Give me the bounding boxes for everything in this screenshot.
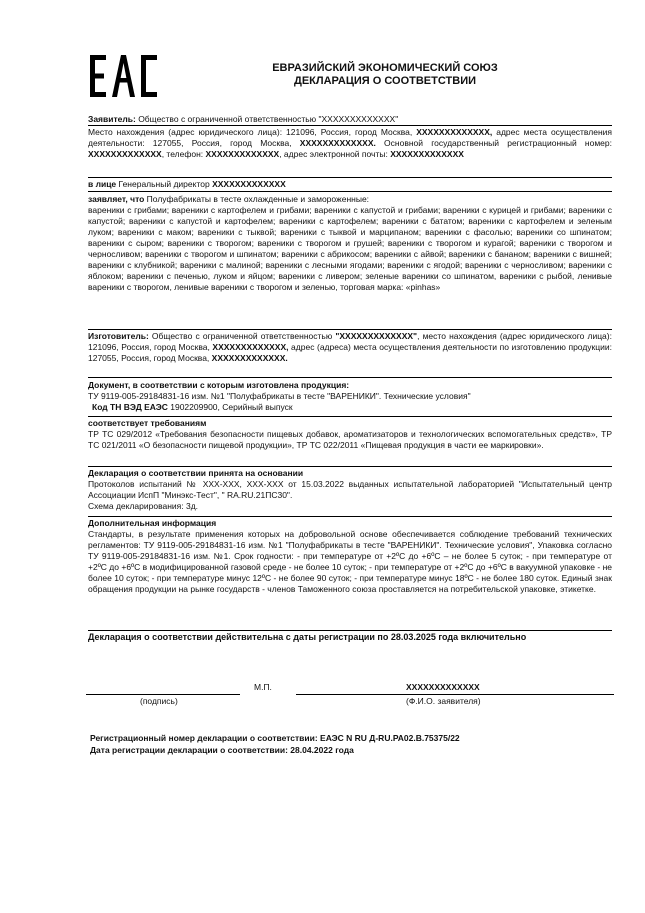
signature-line [86, 694, 240, 695]
manufacturer-label: Изготовитель: [88, 331, 149, 341]
document-text: ТУ 9119-005-29184831-16 изм. №1 "Полуфабрикаты в тесте "ВАРЕНИКИ". Технические условия" [88, 391, 471, 401]
manufacturer-address-text: , место нахождения (адрес юридического лица): 121096, Россия, город Москва, [88, 331, 612, 352]
header-union: ЕВРАЗИЙСКИЙ ЭКОНОМИЧЕСКИЙ СОЮЗ [272, 62, 498, 74]
divider [88, 125, 612, 126]
requirements-label: соответствует требованиям [88, 418, 207, 428]
applicant-phone-value: ХХХХХХХХХХХХХ [205, 149, 280, 159]
applicant-activity-text: адрес места осуществления деятельности: 127055, Россия, город Москва, [88, 127, 612, 148]
eac-mark-icon [90, 55, 158, 97]
divider [88, 329, 612, 330]
applicant-activity-value: ХХХХХХХХХХХХХ. [299, 138, 376, 148]
person-row [88, 179, 612, 190]
name-caption: (Ф.И.О. заявителя) [406, 696, 481, 706]
applicant-email-value: ХХХХХХХХХХХХХ [390, 149, 464, 159]
manufacturer-activity-text: адрес (адреса) места осуществления деятельности по изготовлению продукции: 127055, Россия, город Москва, [88, 342, 612, 363]
person-label: в лице [88, 179, 117, 189]
divider [88, 191, 612, 192]
manufacturer-activity-value: ХХХХХХХХХХХХХ. [211, 353, 288, 363]
additional-block [88, 518, 612, 595]
registration-date: Дата регистрации декларации о соответствии: 28.04.2022 года [90, 745, 354, 755]
applicant-label: Заявитель: [88, 114, 136, 124]
document-header [250, 62, 520, 88]
validity-text: Декларация о соответствии действительна с даты регистрации по 28.03.2025 года включительно [88, 632, 527, 642]
applicant-address-value: ХХХХХХХХХХХХХ, [416, 127, 493, 137]
manufacturer-block [88, 331, 612, 364]
hs-code-value: 1902209900, Серийный выпуск [167, 402, 293, 412]
requirements-text: ТР ТС 029/2012 «Требования безопасности пищевых добавок, ароматизаторов и технологических вспомогательных средств», ТР ТС 021/2011 «О безопасности пищевой продукции», ТР ТС 022/2011 «Пищевая продукция в части ее маркировки». [88, 429, 612, 450]
manufacturer-address-value: ХХХХХХХХХХХХХ, [212, 342, 289, 352]
hs-code-label: Код ТН ВЭД ЕАЭС [92, 402, 168, 412]
person-name: ХХХХХХХХХХХХХ [212, 179, 286, 189]
basis-label: Декларация о соответствии принята на основании [88, 468, 304, 478]
basis-scheme: Схема декларирования: 3д. [88, 501, 199, 511]
applicant-address-text: Место нахождения (адрес юридического лица): 121096, Россия, город Москва, [88, 127, 417, 137]
applicant-value: Общество с ограниченной ответственностью "ХХХХХХХХХХХХХ" [138, 114, 399, 124]
signatory-name: ХХХХХХХХХХХХХ [406, 682, 480, 692]
declares-row [88, 194, 612, 205]
document-block [88, 380, 612, 413]
basis-block [88, 468, 612, 512]
divider [88, 466, 612, 467]
applicant-ogrn-text: Основной государственный регистрационный номер: [375, 138, 612, 148]
applicant-email-text: , адрес электронной почты: [279, 149, 391, 159]
manufacturer-name: "ХХХХХХХХХХХХХ" [335, 331, 418, 341]
manufacturer-text: Общество с ограниченной ответственностью [148, 331, 336, 341]
declares-label: заявляет, что [88, 194, 145, 204]
divider [88, 177, 612, 178]
applicant-ogrn-value: ХХХХХХХХХХХХХ [88, 149, 162, 159]
divider [88, 377, 612, 378]
declares-text: Полуфабрикаты в тесте охлажденные и замороженные: [144, 194, 370, 204]
signature-caption: (подпись) [140, 696, 178, 706]
product-list: вареники с грибами; вареники с картофелем и грибами; вареники с капустой и грибами; вареники с курицей и грибами; вареники с капустой; вареники с капустой и картофелем; вареники с картофелем; вареники с бататом; вареники с картофелем и зеленым луком; вареники с маком; вареники с тыквой; вареники с тыквой и марципаном; вареники с фасолью; вареники со шпинатом; вареники с сыром; вареники с творогом; вареники с творогом и грушей; вареники с творогом и курагой; вареники с творогом и черносливом; вареники с творогом и шпинатом; вареники с абрикосом; вареники с айвой; вареники с бананом; вареники с вишней; вареники с клубникой; вареники с малиной; вареники с лесными ягодами; вареники с ягодой; вареники с черносливом; вареники с яблоком; вареники с печенью, луком и яйцом; вареники с ливером; зеленые вареники со шпинатом, вареники с рыбой, ленивые вареники с творогом, ленивые вареники с творогом и зеленью, торговая марка: «pinhas» [88, 205, 612, 292]
person-position: Генеральный директор [116, 179, 213, 189]
name-line [296, 694, 614, 695]
requirements-block [88, 418, 612, 451]
divider [88, 630, 612, 631]
header-title: ДЕКЛАРАЦИЯ О СООТВЕТСТВИИ [293, 75, 477, 87]
applicant-address [88, 127, 612, 160]
basis-text: Протоколов испытаний № ХХХ-ХХХ, ХХХ-ХХХ от 15.03.2022 выданных испытательной лабораторией "Испытательный центр Ассоциации ИспП "Минэкс-Тест", " RA.RU.21ПС30". [88, 479, 612, 500]
applicant-row [88, 114, 612, 125]
divider [88, 416, 612, 417]
registration-number: Регистрационный номер декларации о соответствии: ЕАЭС N RU Д-RU.РА02.В.75375/22 [90, 733, 460, 743]
divider [88, 516, 612, 517]
stamp-place: М.П. [254, 682, 272, 692]
additional-text: Стандарты, в результате применения которых на добровольной основе обеспечивается соблюдение требований технических регламентов: ТУ 9119-005-29184831-16 изм. №1 "Полуфабрикаты в тесте "ВАРЕНИКИ". Технические условия", Упаковка согласно ТУ 9119-005-29184831-16 изм. №1. Срок годности: - при температуре от +2ºС до +6ºС – не более 5 суток; - при температуре от +2ºС до +6ºС в модифицированной газовой среде - не более 10 суток; - при температуре от +2ºС до +6ºС в вакуумной упаковке - не более 10 суток; - при температуре минус 12ºС - не более 90 суток; - при температуре минус 18ºС - не более 180 суток. Единый знак обращения продукции на рынке государств - членов Таможенного союза проставляется на потребительской упаковке, этикетке. [88, 529, 612, 594]
additional-label: Дополнительная информация [88, 518, 217, 528]
applicant-phone-text: , телефон: [161, 149, 206, 159]
document-label: Документ, в соответствии с которым изготовлена продукция: [88, 380, 350, 390]
